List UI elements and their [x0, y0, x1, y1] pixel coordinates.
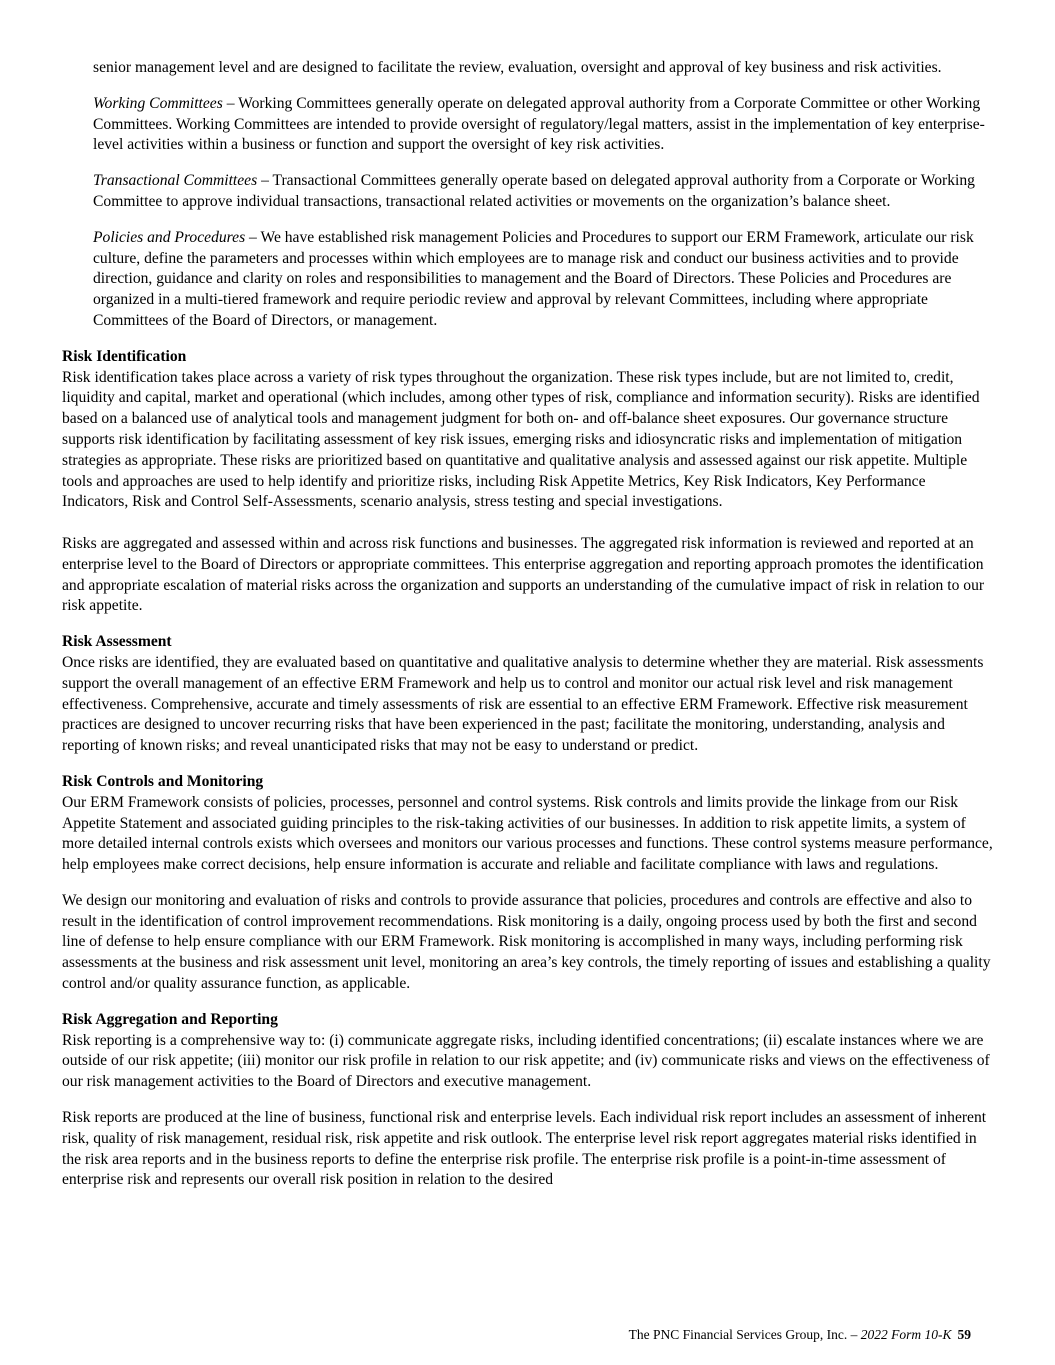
term-working-committees: Working Committees	[93, 94, 223, 112]
section-risk-identification	[62, 347, 994, 617]
section-heading: Risk Assessment	[62, 633, 172, 651]
section-paragraph: Once risks are identified, they are evaluated based on quantitative and qualitative analysis to determine whether they are material. Risk assessments support the overall management of an effective ERM Framework and help us to control and monitor our actual risk level and risk management effectiveness. Comprehensive, accurate and timely assessments of risk are essential to an effective ERM Framework. Effective risk measurement practices are designed to uncover recurring risks that have been experienced in the past; facilitate the monitoring, understanding, analysis and reporting of known risks; and reveal unanticipated risks that may not be easy to understand or predict.	[62, 653, 984, 755]
continuation-paragraph: senior management level and are designed to facilitate the review, evaluation, oversight and approval of key business and risk activities.	[93, 59, 942, 76]
transactional-committees-paragraph	[93, 171, 994, 213]
term-policies-procedures: Policies and Procedures	[93, 228, 246, 246]
section-paragraph: Risk identification takes place across a variety of risk types throughout the organization. These risk types include, but are not limited to, credit, liquidity and capital, market and operational (which includes, among other types of risk, compliance and information security). Risks are identified based on a balanced use of analytical tools and management judgment for both on- and off-balance sheet exposures. Our governance structure supports risk identification by facilitating assessment of key risk issues, emerging risks and idiosyncratic risks and implementation of mitigation strategies as appropriate. These risks are prioritized based on quantitative and qualitative analysis and assessed against our risk appetite. Multiple tools and approaches are used to help identify and prioritize risks, including Risk Appetite Metrics, Key Risk Indicators, Key Performance Indicators, Risk and Control Self-Assessments, scenario analysis, stress testing and special investigations.	[62, 368, 980, 511]
definition-text: We have established risk management Policies and Procedures to support our ERM Framework, articulate our risk culture, define the parameters and processes within which employees are to manage risk and conduct our business activities and to provide direction, guidance and clarity on roles and responsibilities to management and the Board of Directors. These Policies and Procedures are organized in a multi-tiered framework and require periodic review and approval by relevant Committees, including where appropriate Committees of the Board of Directors, or management.	[93, 228, 974, 329]
footer-company: The PNC Financial Services Group, Inc. –	[628, 1327, 861, 1342]
section-paragraph: Risks are aggregated and assessed within and across risk functions and businesses. The aggregated risk information is reviewed and reported at an enterprise level to the Board of Directors or appropriate committees. This enterprise aggregation and reporting approach promotes the identification and appropriate escalation of material risks across the organization and supports an understanding of the cumulative impact of risk in relation to our risk appetite.	[62, 534, 985, 615]
section-risk-aggregation-reporting	[62, 1010, 994, 1191]
footer-form: 2022 Form 10-K	[860, 1327, 952, 1342]
section-heading: Risk Identification	[62, 347, 187, 365]
term-separator: –	[222, 94, 239, 112]
section-paragraph: Risk reports are produced at the line of business, functional risk and enterprise levels. Each individual risk report includes an assessment of inherent risk, quality of risk management, residual risk, risk appetite and risk outlook. The enterprise level risk report aggregates material risks identified in the risk area reports and in the business reports to define the enterprise risk profile. The enterprise risk profile is a point-in-time assessment of enterprise risk and represents our overall risk position in relation to the desired	[62, 1109, 987, 1189]
term-transactional-committees: Transactional Committees	[93, 172, 258, 190]
definition-text: Working Committees generally operate on delegated approval authority from a Corporate Committee or other Working Committees. Working Committees are intended to provide oversight of regulatory/legal matters, assist in the implementation of key enterprise-level activities within a business or function and support the oversight of key risk activities.	[93, 94, 985, 154]
definition-text: Transactional Committees generally operate based on delegated approval authority from a Corporate or Working Committee to approve individual transactions, transactional related activities or movements on the organization’s balance sheet.	[93, 172, 975, 210]
section-risk-assessment	[62, 632, 994, 757]
section-paragraph: Risk reporting is a comprehensive way to: (i) communicate aggregate risks, including identified concentrations; (ii) escalate instances where we are outside of our risk appetite; (iii) monitor our risk profile in relation to our risk appetite; and (iv) communicate risks and views on the effectiveness of our risk management activities to the Board of Directors and executive management.	[62, 1031, 990, 1091]
page-number: 59	[957, 1327, 971, 1342]
section-risk-controls-monitoring	[62, 772, 994, 995]
working-committees-paragraph	[93, 94, 994, 156]
document-page	[62, 58, 994, 1206]
policies-procedures-paragraph	[93, 228, 994, 332]
page-footer	[629, 1326, 971, 1344]
term-separator: –	[257, 172, 273, 190]
section-paragraph: We design our monitoring and evaluation of risks and controls to provide assurance that policies, procedures and controls are effective and also to result in the identification of control improvement recommendations. Risk monitoring is a daily, ongoing process used by both the first and second line of defense to help ensure compliance with our ERM Framework. Risk monitoring is accomplished in many ways, including performing risk assessments at the business and risk assessment unit level, monitoring an area’s key controls, the timely reporting of issues and establishing a quality control and/or quality assurance function, as applicable.	[62, 891, 991, 993]
term-separator: –	[245, 228, 261, 246]
section-paragraph: Our ERM Framework consists of policies, processes, personnel and control systems. Risk controls and limits provide the linkage from our Risk Appetite Statement and associated guiding principles to the risk-taking activities of our businesses. In addition to risk appetite limits, a system of more detailed internal controls exists which oversees and monitors our various processes and functions. These control systems measure performance, help employees make correct decisions, help ensure information is accurate and reliable and facilitate compliance with laws and regulations.	[62, 793, 993, 874]
section-heading: Risk Controls and Monitoring	[62, 772, 264, 790]
committee-descriptions	[62, 58, 994, 332]
section-heading: Risk Aggregation and Reporting	[62, 1010, 278, 1028]
